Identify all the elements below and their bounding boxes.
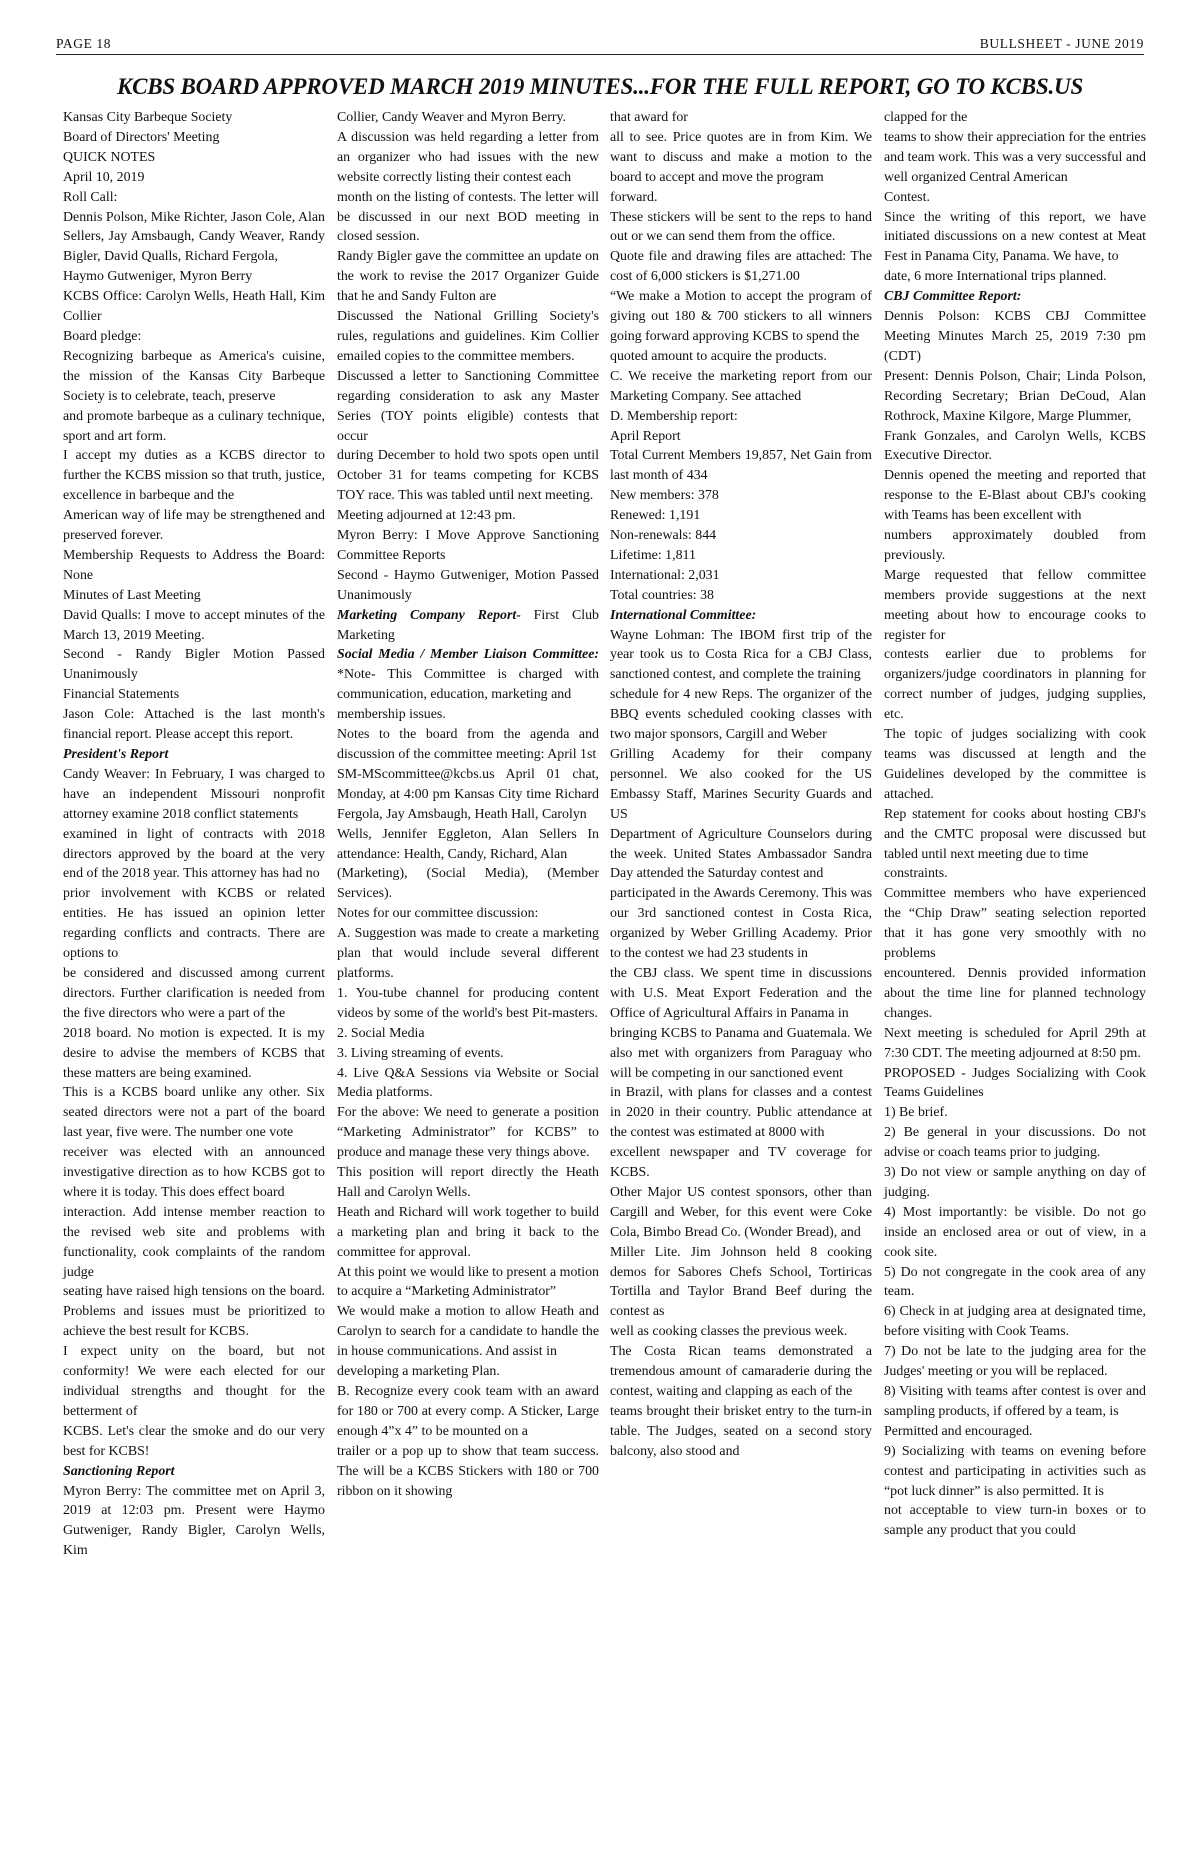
paragraph: Recognizing barbeque as America's cuisine, the mission of the Kansas City Barbeque Society is to celebrate, teach, preserve (63, 348, 325, 404)
paragraph: be considered and discussed among current directors. Further clarification is needed from the five directors who were a part of the (63, 965, 325, 1021)
article-title: KCBS BOARD APPROVED MARCH 2019 MINUTES...FOR THE FULL REPORT, GO TO KCBS.US (116, 74, 1084, 99)
paragraph: Grilling Academy for their company personnel. We also cooked for the US Embassy Staff, Marines Security Guards and US (610, 747, 872, 822)
paragraph: The topic of judges socializing with cook teams was discussed at length and the Guidelines developed by the committee is attached. (884, 727, 1146, 802)
text-column-1 (63, 108, 325, 1561)
paragraph: American way of life may be strengthened and preserved forever. (63, 508, 325, 544)
paragraph: Second - Haymo Gutweniger, Motion Passed Unanimously (337, 567, 599, 603)
paragraph: A discussion was held regarding a letter from an organizer who had issues with the new website correctly listing their contest each (337, 129, 599, 185)
paragraph: constraints. (884, 866, 948, 882)
paragraph: Dennis opened the meeting and reported that response to the E-Blast about CBJ's cooking with Teams has been excellent with (884, 468, 1146, 524)
paragraph: 2. Social Media (337, 1025, 425, 1041)
paragraph: developing a marketing Plan. (337, 1364, 500, 1380)
paragraph: 8) Visiting with teams after contest is over and sampling products, if offered by a team, is (884, 1384, 1146, 1419)
paragraph: Myron Berry: The committee met on April 3, 2019 at 12:03 pm. Present were Haymo Gutweniger, Randy Bigler, Carolyn Wells, Kim (63, 1483, 325, 1559)
paragraph: 3) Do not view or sample anything on day of judging. (884, 1165, 1146, 1200)
paragraph: PROPOSED - Judges Socializing with Cook Teams Guidelines (884, 1065, 1146, 1101)
text-column-3 (610, 108, 872, 1462)
paragraph: Sanctioning Report (63, 1463, 175, 1479)
paragraph: teams brought their brisket entry to the turn-in table. The Judges, seated on a second story balcony, also stood and (610, 1403, 872, 1459)
paragraph: during December to hold two spots open until October 31 for teams competing for KCBS TOY race. This was tabled until next meeting. (337, 448, 599, 504)
paragraph: Heath and Richard will work together to build a marketing plan and bring it back to the committee for approval. (337, 1204, 599, 1260)
paragraph: Dennis Polson, Mike Richter, Jason Cole, Alan Sellers, Jay Amsbaugh, Candy Weaver, Randy Bigler, David Qualls, Richard Fergola, (63, 209, 325, 265)
paragraph: not acceptable to view turn-in boxes or to sample any product that you could (884, 1503, 1146, 1539)
paragraph: Discussed a letter to Sanctioning Committee regarding consideration to ask any Master Series (TOY points eligible) contests that occur (337, 368, 599, 444)
paragraph: Permitted and encouraged. (884, 1423, 1033, 1439)
paragraph: D. Membership report: (610, 408, 738, 424)
paragraph: 7) Do not be late to the judging area for the Judges' meeting or you will be replaced. (884, 1344, 1146, 1380)
paragraph: trailer or a pop up to show that team success. The will be a KCBS Stickers with 180 or 700 ribbon on it showing (337, 1443, 599, 1499)
paragraph: Financial Statements (63, 687, 180, 703)
paragraph: Miller Lite. Jim Johnson held 8 cooking demos for Sabores Chefs School, Tortiricas Tortilla and Taylor Brand Beef during the contest as (610, 1244, 872, 1320)
paragraph: date, 6 more International trips planned. (884, 269, 1107, 285)
paragraph: Meeting adjourned at 12:43 pm. (337, 508, 516, 524)
paragraph: Non-renewals: 844 (610, 528, 717, 544)
paragraph: Roll Call: (63, 189, 118, 205)
paragraph: Membership Requests to Address the Board: None (63, 547, 325, 583)
paragraph: Present: Dennis Polson, Chair; Linda Polson, Recording Secretary; Brian DeCoud, Alan Rothrock, Maxine Kilgore, Marge Plummer, (884, 368, 1146, 424)
paragraph: Rep statement for cooks about hosting CBJ's and the CMTC proposal were discussed but tabled until next meeting due to time (884, 806, 1146, 862)
paragraph: receiver was elected with an announced investigative direction as to how KCBS got to where it is today. This does effect board (63, 1145, 325, 1200)
paragraph: C. We receive the marketing report from our Marketing Company. See attached (610, 368, 872, 404)
paragraph: Marge requested that fellow committee members provide suggestions at the next meeting about how to encourage cooks to register for (884, 567, 1146, 643)
paragraph: 1. You-tube channel for producing content videos by some of the world's best Pit-masters. (337, 985, 599, 1021)
paragraph: 5) Do not congregate in the cook area of any team. (884, 1264, 1146, 1300)
paragraph: all to see. Price quotes are in from Kim. We want to discuss and make a motion to the board to accept and move the program (610, 129, 872, 185)
text-column-4 (884, 108, 1146, 1541)
paragraph: B. Recognize every cook team with an award for 180 or 700 at every comp. A Sticker, Large enough 4”x 4” to be mounted on a (337, 1384, 599, 1439)
paragraph: encountered. Dennis provided information about the time line for planned technology changes. (884, 965, 1146, 1021)
paragraph: I expect unity on the board, but not conformity! We were each elected for our individual strengths and thought for the betterment of (63, 1344, 325, 1419)
paragraph: Contest. (884, 189, 930, 205)
paragraph: Frank Gonzales, and Carolyn Wells, KCBS Executive Director. (884, 428, 1146, 464)
paragraph: 2018 board. No motion is expected. It is my desire to advise the members of KCBS that these matters are being examined. (63, 1025, 325, 1081)
paragraph: prior involvement with KCBS or related entities. He has issued an opinion letter regarding conflicts and contracts. There are options to (63, 886, 325, 962)
paragraph: Minutes of Last Meeting (63, 587, 201, 603)
paragraph: 3. Living streaming of events. (337, 1045, 504, 1061)
paragraph: For the above: We need to generate a position “Marketing Administrator” for KCBS” to produce and manage these very things above. (337, 1105, 599, 1161)
paragraph: Second - Randy Bigler Motion Passed Unanimously (63, 647, 325, 683)
paragraph: Marketing Company Report- First Club Marketing (337, 607, 599, 643)
page-header (56, 36, 1144, 54)
paragraph: International: 2,031 (610, 567, 720, 583)
paragraph: Collier, Candy Weaver and Myron Berry. (337, 110, 567, 125)
header-divider (56, 54, 1144, 55)
paragraph: Quote file and drawing files are attached: The cost of 6,000 stickers is $1,271.00 (610, 249, 872, 285)
paragraph: At this point we would like to present a motion to acquire a “Marketing Administrator” (337, 1264, 599, 1300)
paragraph: membership issues. (337, 707, 446, 723)
paragraph: Lifetime: 1,811 (610, 547, 696, 563)
paragraph: Next meeting is scheduled for April 29th at 7:30 CDT. The meeting adjourned at 8:50 pm. (884, 1025, 1146, 1061)
page-number: PAGE 18 (56, 36, 112, 51)
paragraph: Randy Bigler gave the committee an update on the work to revise the 2017 Organizer Guide that he and Sandy Fulton are (337, 249, 599, 305)
paragraph: KCBS. Let's clear the smoke and do our very best for KCBS! (63, 1423, 325, 1459)
paragraph: excellent newspaper and TV coverage for KCBS. (610, 1145, 872, 1181)
paragraph: well as cooking classes the previous week. (610, 1324, 848, 1340)
paragraph: Department of Agriculture Counselors during the week. United States Ambassador Sandra Day attended the Saturday contest and (610, 826, 872, 882)
paragraph: 2) Be general in your discussions. Do not advise or coach teams prior to judging. (884, 1125, 1146, 1161)
paragraph: Since the writing of this report, we have initiated discussions on a new contest at Meat Fest in Panama City, Panama. We have, to (884, 209, 1146, 265)
paragraph: This is a KCBS board unlike any other. Six seated directors were not a part of the board last year, five were. The number one vote (63, 1085, 325, 1141)
paragraph: Total Current Members 19,857, Net Gain from last month of 434 (610, 448, 872, 484)
paragraph: David Qualls: I move to accept minutes of the March 13, 2019 Meeting. (63, 607, 325, 643)
paragraph: April 10, 2019 (63, 169, 145, 185)
paragraph: clapped for the (884, 110, 968, 125)
paragraph: This position will report directly the Heath Hall and Carolyn Wells. (337, 1165, 599, 1200)
paragraph: 4) Most importantly: be visible. Do not go inside an enclosed area or out of view, in a cook site. (884, 1204, 1146, 1260)
paragraph: Candy Weaver: In February, I was charged to have an independent Missouri nonprofit attorney examine 2018 conflict statements (63, 766, 325, 822)
paragraph: Renewed: 1,191 (610, 508, 701, 524)
paragraph: schedule for 4 new Reps. The organizer of the BBQ events scheduled cooking classes with two major sponsors, Cargill and Weber (610, 687, 872, 743)
paragraph: Committee members who have experienced the “Chip Draw” seating selection reported that it has gone very smoothly with no problems (884, 886, 1146, 962)
paragraph: examined in light of contracts with 2018 directors approved by the board at the very end of the 2018 year. This attorney has had no (63, 826, 325, 882)
paragraph: QUICK NOTES (63, 149, 156, 165)
paragraph: April Report (610, 428, 681, 444)
paragraph: Dennis Polson: KCBS CBJ Committee Meeting Minutes March 25, 2019 7:30 pm (CDT) (884, 309, 1146, 364)
issue-label: BULLSHEET - JUNE 2019 (979, 36, 1144, 51)
paragraph: A. Suggestion was made to create a marketing plan that would include several different platforms. (337, 926, 599, 981)
paragraph: These stickers will be sent to the reps to hand out or we can send them from the office. (610, 209, 872, 245)
paragraph: New members: 378 (610, 488, 719, 504)
paragraph: numbers approximately doubled from previously. (884, 528, 1146, 563)
paragraph: Discussed the National Grilling Society's rules, regulations and guidelines. Kim Collier emailed copies to the committee members. (337, 309, 599, 364)
paragraph: Other Major US contest sponsors, other than Cargill and Weber, for this event were Coke Cola, Bimbo Bread Co. (Wonder Bread), and (610, 1184, 872, 1240)
paragraph: Myron Berry: I Move Approve Sanctioning Committee Reports (337, 528, 599, 563)
paragraph: We would make a motion to allow Heath and Carolyn to search for a candidate to handle the in house communications. And assist in (337, 1304, 599, 1360)
paragraph: interaction. Add intense member reaction to the revised web site and problems with functionality, cook complaints of the random judge (63, 1204, 325, 1280)
paragraph: (Marketing), (Social Media), (Member Services). (337, 866, 599, 902)
paragraph: The Costa Rican teams demonstrated a tremendous amount of camaraderie during the contest, waiting and clapping as each of the (610, 1344, 872, 1399)
paragraph: Notes for our committee discussion: (337, 906, 539, 922)
paragraph: forward. (610, 189, 658, 205)
paragraph: month on the listing of contests. The letter will be discussed in our next BOD meeting in closed session. (337, 189, 599, 245)
paragraph: Wayne Lohman: The IBOM first trip of the year took us to Costa Rica for a CBJ Class, sanctioned contest, and complete the training (610, 627, 872, 683)
paragraph: seating have raised high tensions on the board. Problems and issues must be prioritized to achieve the best result for KCBS. (63, 1284, 325, 1340)
paragraph: President's Report (63, 747, 169, 762)
paragraph: bringing KCBS to Panama and Guatemala. We also met with organizers from Paraguay who will be competing in our sanctioned event (610, 1025, 872, 1081)
text-column-2 (337, 108, 599, 1501)
paragraph: Board pledge: (63, 328, 142, 344)
paragraph: 9) Socializing with teams on evening before contest and participating in activities such as “pot luck dinner” is also permitted. It is (884, 1443, 1146, 1499)
paragraph: 4. Live Q&A Sessions via Website or Social Media platforms. (337, 1065, 599, 1101)
paragraph: Notes to the board from the agenda and discussion of the committee meeting: April 1st (337, 727, 599, 762)
paragraph: I accept my duties as a KCBS director to further the KCBS mission so that truth, justice, excellence in barbeque and the (63, 448, 325, 504)
paragraph: and promote barbeque as a culinary technique, sport and art form. (63, 408, 325, 444)
paragraph: that award for (610, 110, 688, 125)
paragraph: 1) Be brief. (884, 1105, 948, 1121)
paragraph: Social Media / Member Liaison Committee: *Note- This Committee is charged with communication, education, marketing and (337, 647, 599, 703)
paragraph: quoted amount to acquire the products. (610, 348, 827, 364)
paragraph: 6) Check in at judging area at designated time, before visiting with Cook Teams. (884, 1304, 1146, 1340)
paragraph: Jason Cole: Attached is the last month's financial report. Please accept this report. (63, 707, 325, 743)
paragraph: teams to show their appreciation for the entries and team work. This was a very successful and well organized Central American (884, 129, 1146, 185)
paragraph: Board of Directors' Meeting (63, 129, 220, 145)
paragraph: Wells, Jennifer Eggleton, Alan Sellers In attendance: Health, Candy, Richard, Alan (337, 826, 599, 862)
paragraph: KCBS Office: Carolyn Wells, Heath Hall, Kim Collier (63, 289, 325, 325)
paragraph: Kansas City Barbeque Society (63, 110, 233, 125)
paragraph: the CBJ class. We spent time in discussions with U.S. Meat Export Federation and the Office of Agricultural Affairs in Panama in (610, 965, 872, 1021)
paragraph: contests earlier due to problems for organizers/judge coordinators in planning for correct number of judges, judging supplies, etc. (884, 647, 1146, 723)
paragraph: International Committee: (610, 607, 757, 623)
paragraph: Haymo Gutweniger, Myron Berry (63, 269, 253, 285)
paragraph: Total countries: 38 (610, 587, 714, 603)
paragraph: CBJ Committee Report: (884, 289, 1022, 305)
paragraph: “We make a Motion to accept the program of giving out 180 & 700 stickers to all winners going forward approving KCBS to spend the (610, 289, 872, 344)
paragraph: in Brazil, with plans for classes and a contest in 2020 in their country. Public attendance at the contest was estimated at 8000 with (610, 1085, 872, 1141)
paragraph: SM-MScommittee@kcbs.us April 01 chat, Monday, at 4:00 pm Kansas City time Richard Fergola, Jay Amsbaugh, Heath Hall, Carolyn (337, 766, 599, 822)
paragraph: participated in the Awards Ceremony. This was our 3rd sanctioned contest in Costa Rica, organized by Weber Grilling Academy. Prior to the contest we had 23 students in (610, 886, 872, 962)
